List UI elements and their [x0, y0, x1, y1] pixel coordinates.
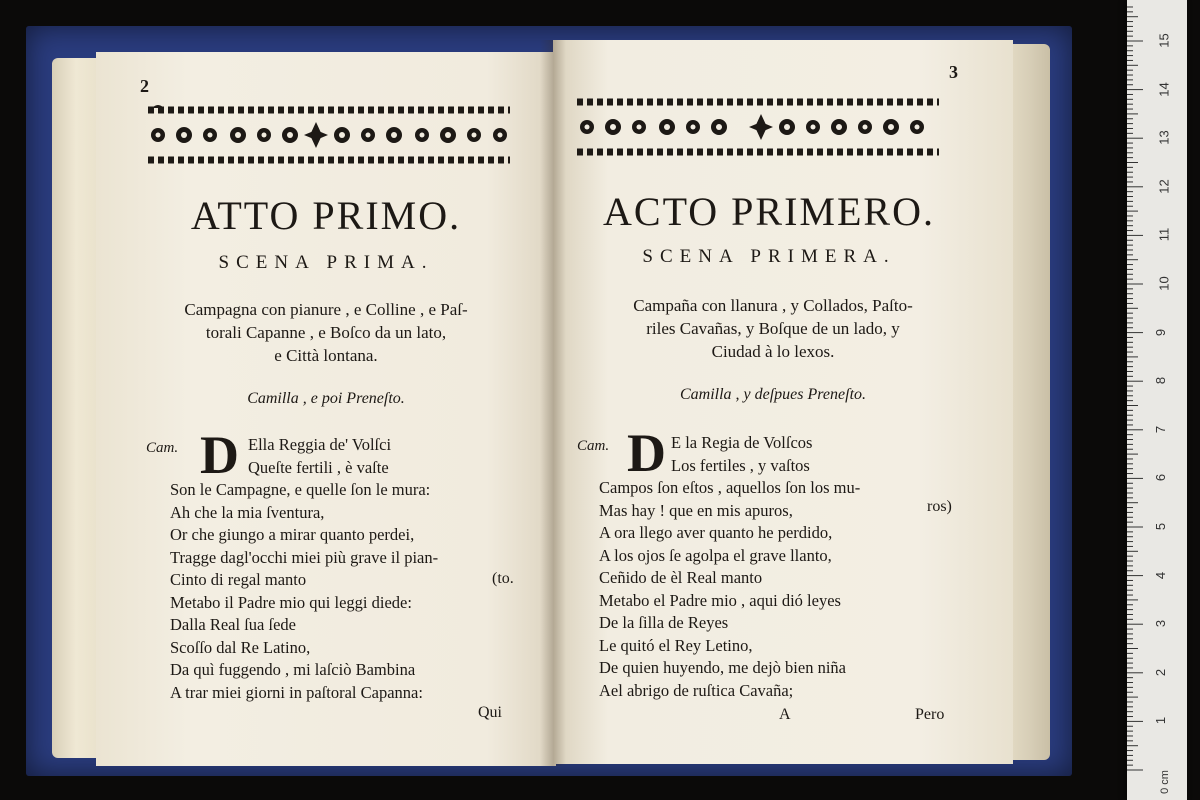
left-verse-body — [170, 479, 438, 704]
left-turnover: (to. — [492, 570, 514, 587]
left-verse-top — [248, 434, 391, 479]
right-page — [553, 40, 1013, 764]
left-page-marker: 2 — [140, 76, 149, 96]
right-catchword: Pero — [915, 706, 945, 723]
left-characters: Camilla , e poi Preneſto. — [247, 390, 405, 407]
ruler-number: 12 — [1156, 179, 1172, 194]
ruler-number: 7 — [1153, 425, 1169, 433]
verse-line: Ceñido de èl Real manto — [599, 568, 763, 587]
ruler-number: 11 — [1156, 228, 1172, 242]
setting-line: torali Capanne , e Boſco da un lato, — [205, 323, 447, 342]
setting-line: Campaña con llanura , y Collados, Paſto- — [633, 296, 913, 315]
ruler-number: 5 — [1153, 522, 1169, 531]
verse-line: Campos ſon eſtos , aquellos ſon los mu- — [599, 478, 861, 497]
right-verse-top — [671, 432, 812, 477]
right-characters: Camilla , y deſpues Preneſto. — [679, 386, 867, 403]
left-act-title: ATTO PRIMO. — [190, 193, 462, 238]
right-page-marker: 3 — [949, 62, 958, 82]
verse-line: Scoſſo dal Re Latino, — [170, 637, 311, 657]
verse-line: Tragge dagl'occhi miei più grave il pian- — [170, 547, 439, 567]
ruler-number: 13 — [1156, 130, 1172, 145]
setting-line: riles Cavañas, y Boſque de un lado, y — [646, 319, 900, 338]
verse-line: E la Regia de Volſcos — [671, 433, 813, 452]
ruler-ticks — [1127, 0, 1187, 800]
ruler-number: 9 — [1153, 328, 1169, 336]
ruler-number: 1 — [1153, 717, 1169, 725]
right-ornament-band — [573, 92, 943, 164]
left-drop-cap: D — [200, 425, 239, 485]
setting-line: e Città lontana. — [274, 346, 378, 365]
verse-line: Los fertiles , y vaſtos — [671, 455, 810, 475]
verse-line: Ah che la mia ſventura, — [170, 502, 325, 522]
verse-line: Ella Reggia de' Volſci — [248, 435, 392, 454]
ruler-number: 2 — [1153, 668, 1169, 676]
ruler-number: 10 — [1156, 276, 1172, 291]
ruler-number: 3 — [1153, 620, 1169, 628]
setting-line: Campagna con pianure , e Colline , e Paſ- — [184, 300, 468, 319]
left-catchword: Qui — [478, 704, 502, 721]
verse-line: Metabo el Padre mio , aqui dió leyes — [599, 590, 841, 610]
verse-line: Dalla Real ſua ſede — [170, 615, 296, 634]
ruler-unit-label: 0 cm — [1158, 770, 1171, 794]
book-gutter — [540, 40, 566, 766]
verse-line: De la ſilla de Reyes — [599, 613, 729, 632]
verse-line: A los ojos ſe agolpa el grave llanto, — [599, 545, 832, 565]
verse-line: A trar miei giorni in paſtoral Capanna: — [170, 682, 423, 702]
right-turnover: ros) — [927, 498, 952, 515]
verse-line: Le quitó el Rey Letino, — [599, 635, 753, 655]
right-setting — [553, 294, 1003, 363]
left-ornament-band — [144, 100, 514, 172]
right-scene-title: SCENA PRIMERA. — [642, 246, 896, 267]
ruler-number: 4 — [1153, 571, 1169, 579]
verse-line: Metabo il Padre mio qui leggi diede: — [170, 592, 412, 612]
ruler-number: 6 — [1153, 474, 1169, 482]
right-signature-mark: A — [779, 706, 791, 723]
verse-line: Da quì fuggendo , mi laſciò Bambina — [170, 660, 416, 679]
right-act-title: ACTO PRIMERO. — [603, 189, 935, 234]
verse-line: Son le Campagne, e quelle ſon le mura: — [170, 480, 431, 499]
ruler-number: 8 — [1153, 377, 1169, 385]
ruler-number: 14 — [1156, 81, 1172, 97]
right-speaker-label: Cam. — [577, 438, 610, 454]
left-page — [96, 52, 556, 766]
right-verse-body — [599, 477, 860, 702]
verse-line: Queſte fertili , è vaſte — [248, 457, 389, 477]
verse-line: Mas hay ! que en mis apuros, — [599, 500, 793, 520]
left-scene-title: SCENA PRIMA. — [218, 252, 434, 273]
verse-line: Or che giungo a mirar quanto perdei, — [170, 525, 415, 544]
scale-ruler — [1127, 0, 1187, 800]
verse-line: A ora llego aver quanto he perdido, — [599, 523, 833, 542]
verse-line: De quien huyendo, me dejò bien niña — [599, 658, 846, 677]
verse-line: Cinto di regal manto — [170, 570, 307, 589]
verse-line: Ael abrigo de ruſtica Cavaña; — [599, 680, 794, 700]
left-speaker-label: Cam. — [146, 440, 179, 456]
ruler-number: 15 — [1156, 33, 1172, 48]
left-setting — [96, 298, 556, 367]
setting-line: Ciudad à lo lexos. — [711, 342, 835, 361]
right-drop-cap: D — [627, 423, 666, 483]
